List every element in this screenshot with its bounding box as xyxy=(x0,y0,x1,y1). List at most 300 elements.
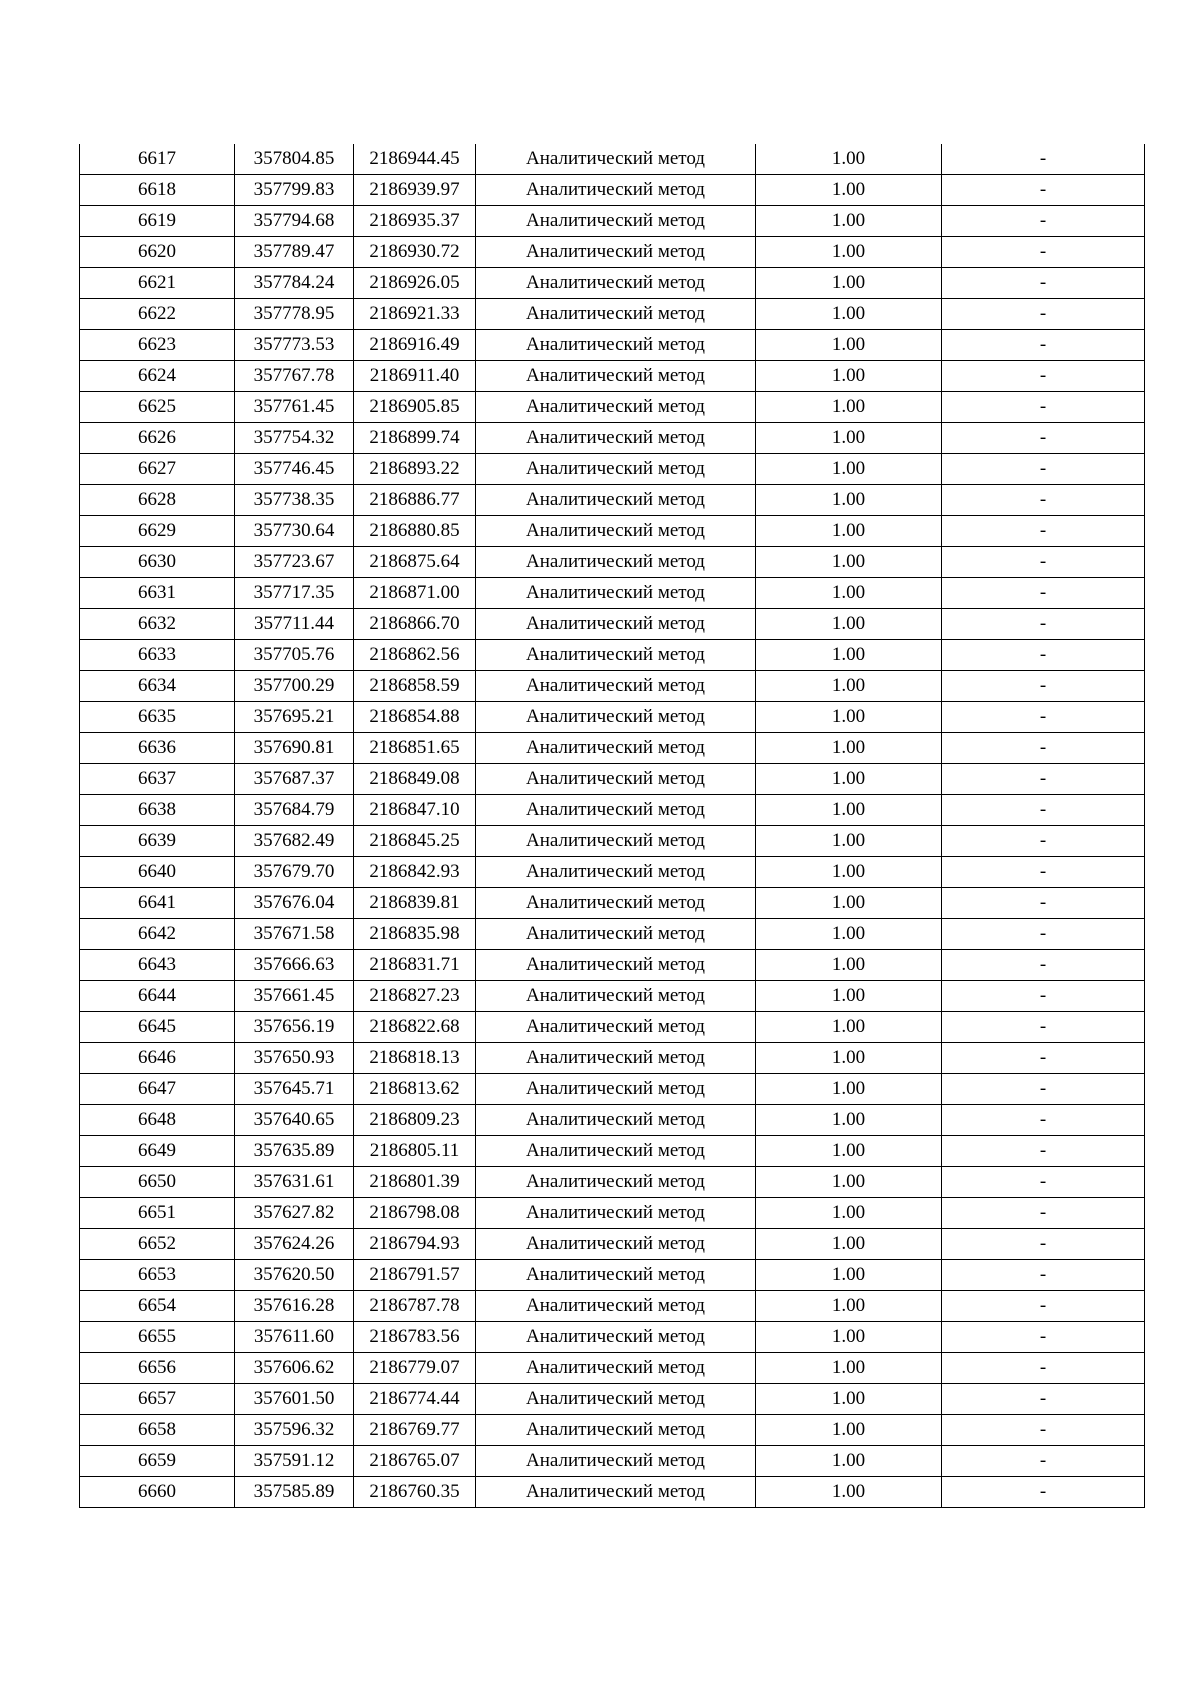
y-coordinate-cell: 2186787.78 xyxy=(354,1291,476,1322)
accuracy-cell: 1.00 xyxy=(756,175,942,206)
point-number-cell: 6655 xyxy=(80,1322,235,1353)
y-coordinate-cell: 2186893.22 xyxy=(354,454,476,485)
x-coordinate-cell: 357661.45 xyxy=(235,981,354,1012)
point-number-cell: 6639 xyxy=(80,826,235,857)
point-number-cell: 6649 xyxy=(80,1136,235,1167)
x-coordinate-cell: 357620.50 xyxy=(235,1260,354,1291)
accuracy-cell: 1.00 xyxy=(756,919,942,950)
method-cell: Аналитический метод xyxy=(476,1229,756,1260)
accuracy-cell: 1.00 xyxy=(756,485,942,516)
table-row xyxy=(80,516,1145,547)
point-number-cell: 6642 xyxy=(80,919,235,950)
method-cell: Аналитический метод xyxy=(476,795,756,826)
table-row xyxy=(80,1074,1145,1105)
x-coordinate-cell: 357601.50 xyxy=(235,1384,354,1415)
method-cell: Аналитический метод xyxy=(476,950,756,981)
y-coordinate-cell: 2186798.08 xyxy=(354,1198,476,1229)
description-cell: - xyxy=(942,640,1145,671)
point-number-cell: 6659 xyxy=(80,1446,235,1477)
x-coordinate-cell: 357773.53 xyxy=(235,330,354,361)
description-cell: - xyxy=(942,1167,1145,1198)
point-number-cell: 6647 xyxy=(80,1074,235,1105)
table-row xyxy=(80,826,1145,857)
accuracy-cell: 1.00 xyxy=(756,795,942,826)
description-cell: - xyxy=(942,299,1145,330)
accuracy-cell: 1.00 xyxy=(756,640,942,671)
description-cell: - xyxy=(942,454,1145,485)
y-coordinate-cell: 2186858.59 xyxy=(354,671,476,702)
description-cell: - xyxy=(942,671,1145,702)
accuracy-cell: 1.00 xyxy=(756,547,942,578)
accuracy-cell: 1.00 xyxy=(756,1074,942,1105)
accuracy-cell: 1.00 xyxy=(756,888,942,919)
accuracy-cell: 1.00 xyxy=(756,950,942,981)
point-number-cell: 6643 xyxy=(80,950,235,981)
description-cell: - xyxy=(942,516,1145,547)
x-coordinate-cell: 357695.21 xyxy=(235,702,354,733)
accuracy-cell: 1.00 xyxy=(756,826,942,857)
accuracy-cell: 1.00 xyxy=(756,516,942,547)
accuracy-cell: 1.00 xyxy=(756,392,942,423)
description-cell: - xyxy=(942,702,1145,733)
method-cell: Аналитический метод xyxy=(476,1198,756,1229)
x-coordinate-cell: 357799.83 xyxy=(235,175,354,206)
x-coordinate-cell: 357754.32 xyxy=(235,423,354,454)
point-number-cell: 6618 xyxy=(80,175,235,206)
x-coordinate-cell: 357596.32 xyxy=(235,1415,354,1446)
accuracy-cell: 1.00 xyxy=(756,1384,942,1415)
y-coordinate-cell: 2186847.10 xyxy=(354,795,476,826)
method-cell: Аналитический метод xyxy=(476,919,756,950)
table-row xyxy=(80,547,1145,578)
table-row xyxy=(80,733,1145,764)
description-cell: - xyxy=(942,1074,1145,1105)
x-coordinate-cell: 357723.67 xyxy=(235,547,354,578)
point-number-cell: 6632 xyxy=(80,609,235,640)
x-coordinate-cell: 357650.93 xyxy=(235,1043,354,1074)
method-cell: Аналитический метод xyxy=(476,1353,756,1384)
description-cell: - xyxy=(942,1415,1145,1446)
description-cell: - xyxy=(942,919,1145,950)
method-cell: Аналитический метод xyxy=(476,1167,756,1198)
y-coordinate-cell: 2186769.77 xyxy=(354,1415,476,1446)
x-coordinate-cell: 357789.47 xyxy=(235,237,354,268)
method-cell: Аналитический метод xyxy=(476,733,756,764)
accuracy-cell: 1.00 xyxy=(756,1260,942,1291)
x-coordinate-cell: 357679.70 xyxy=(235,857,354,888)
table-row xyxy=(80,144,1145,175)
method-cell: Аналитический метод xyxy=(476,578,756,609)
table-row xyxy=(80,671,1145,702)
point-number-cell: 6641 xyxy=(80,888,235,919)
table-row xyxy=(80,919,1145,950)
x-coordinate-cell: 357591.12 xyxy=(235,1446,354,1477)
method-cell: Аналитический метод xyxy=(476,392,756,423)
point-number-cell: 6652 xyxy=(80,1229,235,1260)
method-cell: Аналитический метод xyxy=(476,1384,756,1415)
method-cell: Аналитический метод xyxy=(476,144,756,175)
description-cell: - xyxy=(942,578,1145,609)
y-coordinate-cell: 2186791.57 xyxy=(354,1260,476,1291)
y-coordinate-cell: 2186916.49 xyxy=(354,330,476,361)
method-cell: Аналитический метод xyxy=(476,268,756,299)
description-cell: - xyxy=(942,485,1145,516)
description-cell: - xyxy=(942,1260,1145,1291)
y-coordinate-cell: 2186880.85 xyxy=(354,516,476,547)
accuracy-cell: 1.00 xyxy=(756,237,942,268)
method-cell: Аналитический метод xyxy=(476,857,756,888)
description-cell: - xyxy=(942,361,1145,392)
point-number-cell: 6626 xyxy=(80,423,235,454)
table-row xyxy=(80,485,1145,516)
method-cell: Аналитический метод xyxy=(476,1074,756,1105)
x-coordinate-cell: 357645.71 xyxy=(235,1074,354,1105)
y-coordinate-cell: 2186818.13 xyxy=(354,1043,476,1074)
accuracy-cell: 1.00 xyxy=(756,671,942,702)
accuracy-cell: 1.00 xyxy=(756,454,942,485)
point-number-cell: 6650 xyxy=(80,1167,235,1198)
method-cell: Аналитический метод xyxy=(476,609,756,640)
x-coordinate-cell: 357606.62 xyxy=(235,1353,354,1384)
accuracy-cell: 1.00 xyxy=(756,144,942,175)
table-row xyxy=(80,1229,1145,1260)
x-coordinate-cell: 357700.29 xyxy=(235,671,354,702)
method-cell: Аналитический метод xyxy=(476,175,756,206)
y-coordinate-cell: 2186854.88 xyxy=(354,702,476,733)
x-coordinate-cell: 357635.89 xyxy=(235,1136,354,1167)
description-cell: - xyxy=(942,1198,1145,1229)
description-cell: - xyxy=(942,764,1145,795)
x-coordinate-cell: 357666.63 xyxy=(235,950,354,981)
x-coordinate-cell: 357687.37 xyxy=(235,764,354,795)
description-cell: - xyxy=(942,237,1145,268)
description-cell: - xyxy=(942,609,1145,640)
table-row xyxy=(80,981,1145,1012)
x-coordinate-cell: 357624.26 xyxy=(235,1229,354,1260)
method-cell: Аналитический метод xyxy=(476,485,756,516)
point-number-cell: 6654 xyxy=(80,1291,235,1322)
method-cell: Аналитический метод xyxy=(476,423,756,454)
table-row xyxy=(80,1477,1145,1508)
table-row xyxy=(80,175,1145,206)
table-row xyxy=(80,1012,1145,1043)
table-row xyxy=(80,1446,1145,1477)
description-cell: - xyxy=(942,826,1145,857)
y-coordinate-cell: 2186939.97 xyxy=(354,175,476,206)
accuracy-cell: 1.00 xyxy=(756,1167,942,1198)
method-cell: Аналитический метод xyxy=(476,299,756,330)
y-coordinate-cell: 2186831.71 xyxy=(354,950,476,981)
description-cell: - xyxy=(942,981,1145,1012)
method-cell: Аналитический метод xyxy=(476,516,756,547)
accuracy-cell: 1.00 xyxy=(756,1415,942,1446)
point-number-cell: 6633 xyxy=(80,640,235,671)
point-number-cell: 6631 xyxy=(80,578,235,609)
accuracy-cell: 1.00 xyxy=(756,1353,942,1384)
table-row xyxy=(80,888,1145,919)
table-row xyxy=(80,1353,1145,1384)
x-coordinate-cell: 357746.45 xyxy=(235,454,354,485)
method-cell: Аналитический метод xyxy=(476,981,756,1012)
table-row xyxy=(80,206,1145,237)
y-coordinate-cell: 2186849.08 xyxy=(354,764,476,795)
y-coordinate-cell: 2186783.56 xyxy=(354,1322,476,1353)
table-row xyxy=(80,764,1145,795)
x-coordinate-cell: 357611.60 xyxy=(235,1322,354,1353)
y-coordinate-cell: 2186813.62 xyxy=(354,1074,476,1105)
table-row xyxy=(80,1043,1145,1074)
x-coordinate-cell: 357671.58 xyxy=(235,919,354,950)
method-cell: Аналитический метод xyxy=(476,888,756,919)
table-row xyxy=(80,361,1145,392)
point-number-cell: 6656 xyxy=(80,1353,235,1384)
accuracy-cell: 1.00 xyxy=(756,1012,942,1043)
x-coordinate-cell: 357616.28 xyxy=(235,1291,354,1322)
table-row xyxy=(80,795,1145,826)
table-row xyxy=(80,640,1145,671)
method-cell: Аналитический метод xyxy=(476,1291,756,1322)
y-coordinate-cell: 2186921.33 xyxy=(354,299,476,330)
point-number-cell: 6621 xyxy=(80,268,235,299)
accuracy-cell: 1.00 xyxy=(756,733,942,764)
accuracy-cell: 1.00 xyxy=(756,857,942,888)
table-row xyxy=(80,454,1145,485)
x-coordinate-cell: 357684.79 xyxy=(235,795,354,826)
x-coordinate-cell: 357784.24 xyxy=(235,268,354,299)
method-cell: Аналитический метод xyxy=(476,206,756,237)
table-row xyxy=(80,1291,1145,1322)
description-cell: - xyxy=(942,330,1145,361)
description-cell: - xyxy=(942,733,1145,764)
description-cell: - xyxy=(942,1136,1145,1167)
x-coordinate-cell: 357711.44 xyxy=(235,609,354,640)
table-row xyxy=(80,1322,1145,1353)
method-cell: Аналитический метод xyxy=(476,1415,756,1446)
method-cell: Аналитический метод xyxy=(476,1322,756,1353)
point-number-cell: 6627 xyxy=(80,454,235,485)
point-number-cell: 6640 xyxy=(80,857,235,888)
point-number-cell: 6645 xyxy=(80,1012,235,1043)
x-coordinate-cell: 357627.82 xyxy=(235,1198,354,1229)
method-cell: Аналитический метод xyxy=(476,361,756,392)
method-cell: Аналитический метод xyxy=(476,454,756,485)
coordinates-table-body xyxy=(80,144,1145,1508)
accuracy-cell: 1.00 xyxy=(756,609,942,640)
y-coordinate-cell: 2186935.37 xyxy=(354,206,476,237)
x-coordinate-cell: 357804.85 xyxy=(235,144,354,175)
x-coordinate-cell: 357730.64 xyxy=(235,516,354,547)
x-coordinate-cell: 357631.61 xyxy=(235,1167,354,1198)
x-coordinate-cell: 357690.81 xyxy=(235,733,354,764)
table-row xyxy=(80,1105,1145,1136)
x-coordinate-cell: 357640.65 xyxy=(235,1105,354,1136)
y-coordinate-cell: 2186805.11 xyxy=(354,1136,476,1167)
y-coordinate-cell: 2186760.35 xyxy=(354,1477,476,1508)
point-number-cell: 6620 xyxy=(80,237,235,268)
accuracy-cell: 1.00 xyxy=(756,1291,942,1322)
table-row xyxy=(80,1415,1145,1446)
table-row xyxy=(80,857,1145,888)
point-number-cell: 6653 xyxy=(80,1260,235,1291)
description-cell: - xyxy=(942,950,1145,981)
x-coordinate-cell: 357778.95 xyxy=(235,299,354,330)
accuracy-cell: 1.00 xyxy=(756,423,942,454)
table-row xyxy=(80,237,1145,268)
description-cell: - xyxy=(942,392,1145,423)
y-coordinate-cell: 2186827.23 xyxy=(354,981,476,1012)
y-coordinate-cell: 2186794.93 xyxy=(354,1229,476,1260)
table-row xyxy=(80,330,1145,361)
description-cell: - xyxy=(942,1291,1145,1322)
x-coordinate-cell: 357738.35 xyxy=(235,485,354,516)
point-number-cell: 6638 xyxy=(80,795,235,826)
method-cell: Аналитический метод xyxy=(476,1446,756,1477)
table-row xyxy=(80,299,1145,330)
y-coordinate-cell: 2186930.72 xyxy=(354,237,476,268)
point-number-cell: 6629 xyxy=(80,516,235,547)
y-coordinate-cell: 2186774.44 xyxy=(354,1384,476,1415)
y-coordinate-cell: 2186944.45 xyxy=(354,144,476,175)
method-cell: Аналитический метод xyxy=(476,330,756,361)
table-row xyxy=(80,268,1145,299)
table-row xyxy=(80,1198,1145,1229)
method-cell: Аналитический метод xyxy=(476,1043,756,1074)
y-coordinate-cell: 2186801.39 xyxy=(354,1167,476,1198)
point-number-cell: 6644 xyxy=(80,981,235,1012)
description-cell: - xyxy=(942,268,1145,299)
x-coordinate-cell: 357682.49 xyxy=(235,826,354,857)
point-number-cell: 6646 xyxy=(80,1043,235,1074)
accuracy-cell: 1.00 xyxy=(756,578,942,609)
point-number-cell: 6630 xyxy=(80,547,235,578)
accuracy-cell: 1.00 xyxy=(756,330,942,361)
y-coordinate-cell: 2186911.40 xyxy=(354,361,476,392)
y-coordinate-cell: 2186809.23 xyxy=(354,1105,476,1136)
x-coordinate-cell: 357717.35 xyxy=(235,578,354,609)
table-row xyxy=(80,423,1145,454)
table-row xyxy=(80,392,1145,423)
accuracy-cell: 1.00 xyxy=(756,206,942,237)
point-number-cell: 6651 xyxy=(80,1198,235,1229)
table-row xyxy=(80,1384,1145,1415)
description-cell: - xyxy=(942,1353,1145,1384)
accuracy-cell: 1.00 xyxy=(756,299,942,330)
y-coordinate-cell: 2186886.77 xyxy=(354,485,476,516)
y-coordinate-cell: 2186835.98 xyxy=(354,919,476,950)
accuracy-cell: 1.00 xyxy=(756,268,942,299)
point-number-cell: 6628 xyxy=(80,485,235,516)
point-number-cell: 6637 xyxy=(80,764,235,795)
point-number-cell: 6648 xyxy=(80,1105,235,1136)
method-cell: Аналитический метод xyxy=(476,1012,756,1043)
y-coordinate-cell: 2186866.70 xyxy=(354,609,476,640)
y-coordinate-cell: 2186926.05 xyxy=(354,268,476,299)
y-coordinate-cell: 2186845.25 xyxy=(354,826,476,857)
description-cell: - xyxy=(942,1322,1145,1353)
method-cell: Аналитический метод xyxy=(476,1260,756,1291)
point-number-cell: 6625 xyxy=(80,392,235,423)
y-coordinate-cell: 2186822.68 xyxy=(354,1012,476,1043)
y-coordinate-cell: 2186871.00 xyxy=(354,578,476,609)
method-cell: Аналитический метод xyxy=(476,826,756,857)
method-cell: Аналитический метод xyxy=(476,671,756,702)
description-cell: - xyxy=(942,144,1145,175)
method-cell: Аналитический метод xyxy=(476,764,756,795)
point-number-cell: 6619 xyxy=(80,206,235,237)
y-coordinate-cell: 2186862.56 xyxy=(354,640,476,671)
point-number-cell: 6635 xyxy=(80,702,235,733)
method-cell: Аналитический метод xyxy=(476,702,756,733)
y-coordinate-cell: 2186899.74 xyxy=(354,423,476,454)
table-row xyxy=(80,578,1145,609)
y-coordinate-cell: 2186842.93 xyxy=(354,857,476,888)
description-cell: - xyxy=(942,1446,1145,1477)
accuracy-cell: 1.00 xyxy=(756,1229,942,1260)
x-coordinate-cell: 357761.45 xyxy=(235,392,354,423)
method-cell: Аналитический метод xyxy=(476,1477,756,1508)
description-cell: - xyxy=(942,1384,1145,1415)
accuracy-cell: 1.00 xyxy=(756,1446,942,1477)
point-number-cell: 6660 xyxy=(80,1477,235,1508)
method-cell: Аналитический метод xyxy=(476,547,756,578)
accuracy-cell: 1.00 xyxy=(756,1322,942,1353)
description-cell: - xyxy=(942,1012,1145,1043)
description-cell: - xyxy=(942,1043,1145,1074)
y-coordinate-cell: 2186839.81 xyxy=(354,888,476,919)
description-cell: - xyxy=(942,795,1145,826)
table-row xyxy=(80,609,1145,640)
method-cell: Аналитический метод xyxy=(476,640,756,671)
x-coordinate-cell: 357705.76 xyxy=(235,640,354,671)
description-cell: - xyxy=(942,857,1145,888)
description-cell: - xyxy=(942,175,1145,206)
description-cell: - xyxy=(942,547,1145,578)
accuracy-cell: 1.00 xyxy=(756,702,942,733)
accuracy-cell: 1.00 xyxy=(756,1477,942,1508)
x-coordinate-cell: 357767.78 xyxy=(235,361,354,392)
accuracy-cell: 1.00 xyxy=(756,361,942,392)
description-cell: - xyxy=(942,888,1145,919)
table-row xyxy=(80,1136,1145,1167)
x-coordinate-cell: 357794.68 xyxy=(235,206,354,237)
y-coordinate-cell: 2186851.65 xyxy=(354,733,476,764)
accuracy-cell: 1.00 xyxy=(756,1105,942,1136)
point-number-cell: 6622 xyxy=(80,299,235,330)
description-cell: - xyxy=(942,206,1145,237)
accuracy-cell: 1.00 xyxy=(756,1198,942,1229)
x-coordinate-cell: 357676.04 xyxy=(235,888,354,919)
table-row xyxy=(80,1260,1145,1291)
accuracy-cell: 1.00 xyxy=(756,1043,942,1074)
accuracy-cell: 1.00 xyxy=(756,764,942,795)
coordinates-table xyxy=(79,144,1145,1508)
y-coordinate-cell: 2186765.07 xyxy=(354,1446,476,1477)
description-cell: - xyxy=(942,1229,1145,1260)
point-number-cell: 6623 xyxy=(80,330,235,361)
table-row xyxy=(80,702,1145,733)
point-number-cell: 6636 xyxy=(80,733,235,764)
point-number-cell: 6617 xyxy=(80,144,235,175)
x-coordinate-cell: 357585.89 xyxy=(235,1477,354,1508)
method-cell: Аналитический метод xyxy=(476,1105,756,1136)
x-coordinate-cell: 357656.19 xyxy=(235,1012,354,1043)
point-number-cell: 6634 xyxy=(80,671,235,702)
method-cell: Аналитический метод xyxy=(476,1136,756,1167)
y-coordinate-cell: 2186779.07 xyxy=(354,1353,476,1384)
point-number-cell: 6657 xyxy=(80,1384,235,1415)
description-cell: - xyxy=(942,1477,1145,1508)
y-coordinate-cell: 2186905.85 xyxy=(354,392,476,423)
